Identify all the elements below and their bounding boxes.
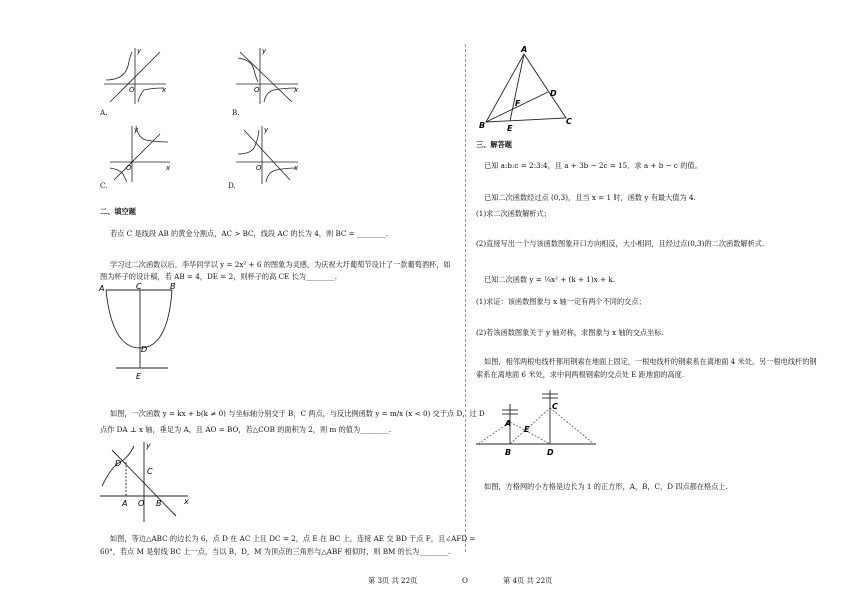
svg-text:F: F [515,99,521,108]
svg-text:y: y [262,47,267,55]
svg-text:y: y [146,441,151,450]
svg-text:C: C [136,282,142,291]
problem-grid: 如图，方格网的小方格是边长为 1 的正方形，A，B，C，D 四点都在格点上. [484,482,728,491]
footer-right-page: 第 4页 共 22页 [503,576,553,585]
svg-text:x: x [294,86,299,94]
option-a-label: A. [100,108,108,117]
problem-quadratic-part1: (1)求二次函数解析式； [476,209,551,218]
svg-text:E: E [524,425,530,434]
option-b-label: B. [232,108,240,117]
problem-quadratic-part2: (2)直接写出一个与该函数图象开口方向相反，大小相同，且经过点(0,3)的二次函数解析式. [476,239,765,248]
column-divider [465,44,466,552]
graph-option-d [234,124,300,186]
svg-text:C: C [552,402,558,411]
svg-text:B: B [479,121,486,130]
question-wine-glass-line1: 学习过二次函数以后，李华同学以 y = 2x² + 6 的图象为灵感，为庆祝大圩葡萄节设计了一款葡萄酒杯，如 [110,260,451,269]
svg-text:D: D [115,459,122,468]
svg-text:A: A [521,45,528,54]
svg-text:D: D [550,89,557,98]
question-linear-inverse-line1: 如图，一次函数 y = kx + b(k ≠ 0) 与坐标轴分别交于 B，C 两点，与反比例函数 y = m/x (x < 0) 交于点 D，过 D [110,409,485,418]
footer-center-mark: O [462,576,468,585]
question-linear-inverse-line2: 点作 DA ⊥ x 轴，垂足为 A，且 AO = BO，若△COB 的面积为 2，则 m 的值为________. [100,425,392,434]
svg-text:y: y [137,47,142,55]
wine-glass-figure [96,282,182,382]
svg-text:A: A [505,419,512,428]
svg-text:x: x [184,497,189,506]
svg-text:A: A [122,499,128,508]
problem-intersection-intro: 已知二次函数 y = ¼x² + (k + 1)x + k. [484,275,615,284]
question-golden-ratio: 若点 C 是线段 AB 的黄金分割点，AC > BC，线段 AC 的长为 4，则 BC = ________. [110,229,389,238]
svg-text:A: A [99,284,105,293]
svg-text:E: E [507,124,513,133]
utility-poles-figure [474,384,598,460]
question-wine-glass-line2: 图为杯子的设计稿，若 AB = 4，DE = 2，则杯子的高 CE 长为________. [100,272,338,281]
svg-text:B: B [170,282,176,291]
triangle-abc-figure [476,44,576,134]
linear-inverse-figure [98,440,192,524]
svg-text:x: x [166,164,171,172]
svg-text:y: y [264,126,269,134]
svg-text:O: O [126,164,132,172]
option-d-label: D. [228,181,236,190]
svg-text:x: x [294,164,299,172]
section2-heading: 二、填空题 [100,207,136,216]
question-equilateral-line2: 60°，若点 M 是射线 BC 上一点，当以 B，D，M 为顶点的三角形与△ABF 相似时，则 BM 的长为________. [100,547,451,556]
graph-option-a [102,44,168,106]
svg-text:D: D [547,448,554,457]
svg-text:O: O [254,86,260,94]
svg-text:E: E [136,372,142,381]
section3-heading: 三、解答题 [476,140,512,149]
svg-text:x: x [162,86,167,94]
svg-text:C: C [566,117,572,126]
svg-text:D: D [141,345,148,354]
svg-text:B: B [156,499,162,508]
problem-ratio: 已知 a:b:c = 2:3:4，且 a + 3b − 2c = 15．求 a + b − c 的值。 [484,161,702,170]
problem-poles-line2: 索系在离地面 6 米处，求中间两根钢索的交点处 E 距地面的高度. [476,370,685,379]
svg-text:C: C [147,467,153,476]
svg-text:O: O [138,499,145,508]
svg-text:O: O [256,164,262,172]
svg-text:B: B [505,448,512,457]
svg-text:O: O [129,86,135,94]
svg-text:y: y [134,126,139,134]
problem-intersection-part2: (2)若该函数图象关于 y 轴对称，求图象与 x 轴的交点坐标. [476,328,664,337]
problem-quadratic-intro: 已知二次函数经过点 (0,3)，且当 x = 1 时，函数 y 有最大值为 4. [484,193,696,202]
graph-option-c [108,124,172,184]
graph-option-b [234,44,300,106]
problem-intersection-part1: (1)求证：该函数图象与 x 轴一定有两个不同的交点； [476,297,646,306]
option-c-label: C. [100,181,108,190]
question-equilateral-line1: 如图，等边△ABC 的边长为 6，点 D 在 AC 上且 DC = 2，点 E 在 BC 上，连接 AE 交 BD 于点 F，且∠AFD = [110,534,476,543]
footer-left-page: 第 3页 共 22页 [368,576,418,585]
problem-poles-line1: 如图，相邻两根电线杆都用钢索在地面上固定，一根电线杆的钢索系在离地面 4 米处，另一根电线杆的钢 [484,357,817,366]
